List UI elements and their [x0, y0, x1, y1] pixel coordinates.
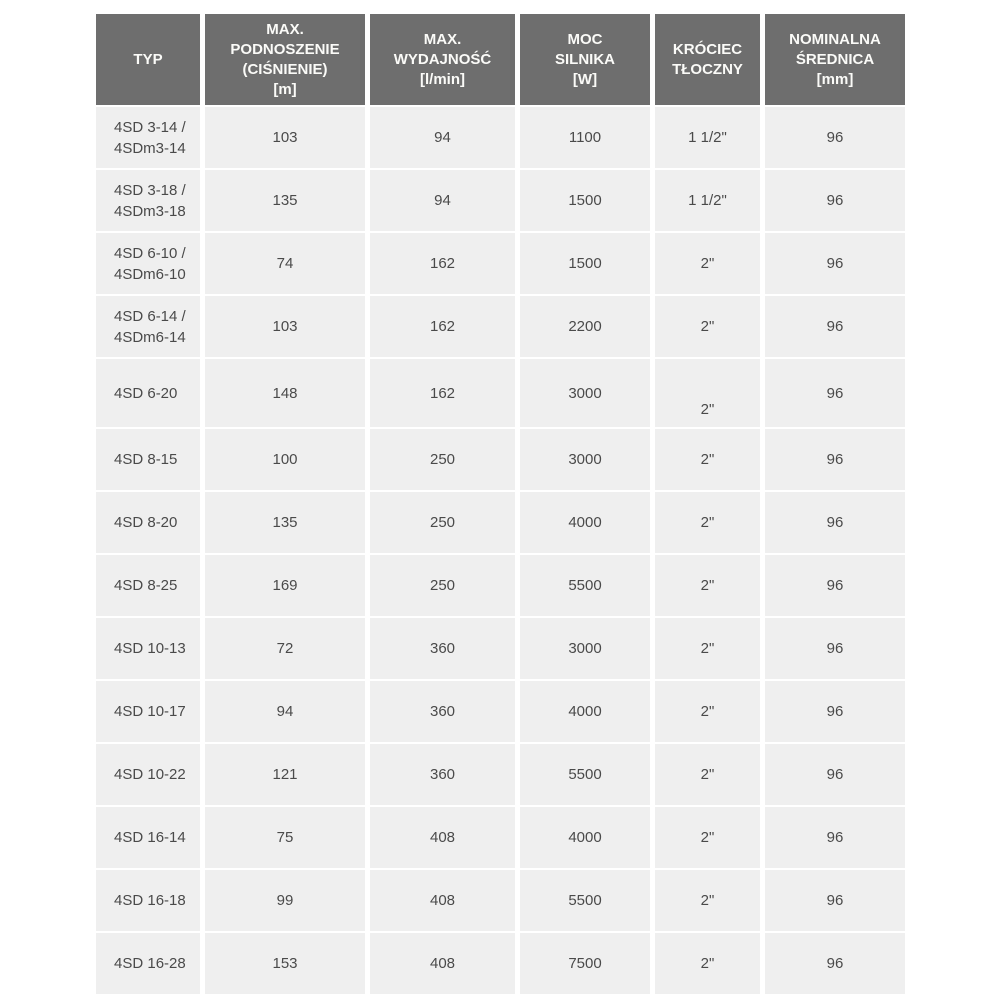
cell-srednica: 96: [765, 492, 905, 553]
cell-srednica: 96: [765, 681, 905, 742]
cell-srednica: 96: [765, 744, 905, 805]
cell-podnoszenie: 153: [205, 933, 365, 994]
cell-krociec: 1 1/2": [655, 107, 760, 168]
cell-podnoszenie: 121: [205, 744, 365, 805]
cell-moc: 3000: [520, 359, 650, 427]
cell-wydajnosc: 408: [370, 807, 515, 868]
cell-typ: 4SD 8-20: [96, 492, 200, 553]
cell-krociec: 2": [655, 429, 760, 490]
cell-moc: 4000: [520, 492, 650, 553]
cell-krociec: 2": [655, 618, 760, 679]
cell-podnoszenie: 99: [205, 870, 365, 931]
cell-moc: 5500: [520, 870, 650, 931]
cell-typ: 4SD 6-10 / 4SDm6-10: [96, 233, 200, 294]
cell-moc: 1500: [520, 170, 650, 231]
cell-wydajnosc: 162: [370, 233, 515, 294]
column-header-typ: TYP: [96, 14, 200, 105]
table-row: [96, 870, 905, 931]
cell-krociec: 2": [655, 492, 760, 553]
cell-wydajnosc: 408: [370, 933, 515, 994]
cell-srednica: 96: [765, 296, 905, 357]
cell-srednica: 96: [765, 107, 905, 168]
cell-typ: 4SD 6-20: [96, 359, 200, 427]
cell-typ: 4SD 16-14: [96, 807, 200, 868]
table-row: [96, 170, 905, 231]
table-body: [96, 107, 905, 994]
table-row: [96, 233, 905, 294]
cell-srednica: 96: [765, 807, 905, 868]
cell-wydajnosc: 94: [370, 170, 515, 231]
cell-typ: 4SD 3-18 / 4SDm3-18: [96, 170, 200, 231]
table-row: [96, 296, 905, 357]
cell-podnoszenie: 135: [205, 492, 365, 553]
cell-srednica: 96: [765, 870, 905, 931]
cell-wydajnosc: 408: [370, 870, 515, 931]
cell-moc: 4000: [520, 681, 650, 742]
cell-krociec: 1 1/2": [655, 170, 760, 231]
column-header-moc: MOC SILNIKA [W]: [520, 14, 650, 105]
cell-krociec: 2": [655, 555, 760, 616]
cell-podnoszenie: 135: [205, 170, 365, 231]
cell-srednica: 96: [765, 359, 905, 427]
cell-krociec: 2": [655, 296, 760, 357]
cell-moc: 5500: [520, 744, 650, 805]
cell-typ: 4SD 8-25: [96, 555, 200, 616]
table-row: [96, 807, 905, 868]
cell-typ: 4SD 10-22: [96, 744, 200, 805]
cell-wydajnosc: 250: [370, 555, 515, 616]
table-row: [96, 933, 905, 994]
cell-moc: 1100: [520, 107, 650, 168]
cell-srednica: 96: [765, 933, 905, 994]
cell-krociec: 2": [655, 681, 760, 742]
cell-wydajnosc: 360: [370, 681, 515, 742]
cell-podnoszenie: 74: [205, 233, 365, 294]
cell-krociec: 2": [655, 744, 760, 805]
cell-moc: 5500: [520, 555, 650, 616]
table-row: [96, 744, 905, 805]
cell-podnoszenie: 72: [205, 618, 365, 679]
column-header-podnoszenie: MAX. PODNOSZENIE (CIŚNIENIE) [m]: [205, 14, 365, 105]
cell-wydajnosc: 162: [370, 296, 515, 357]
cell-srednica: 96: [765, 555, 905, 616]
cell-srednica: 96: [765, 618, 905, 679]
table-row: [96, 107, 905, 168]
cell-moc: 4000: [520, 807, 650, 868]
cell-typ: 4SD 16-18: [96, 870, 200, 931]
cell-moc: 2200: [520, 296, 650, 357]
cell-moc: 7500: [520, 933, 650, 994]
cell-srednica: 96: [765, 429, 905, 490]
column-header-srednica: NOMINALNA ŚREDNICA [mm]: [765, 14, 905, 105]
cell-podnoszenie: 103: [205, 107, 365, 168]
cell-moc: 1500: [520, 233, 650, 294]
cell-typ: 4SD 10-17: [96, 681, 200, 742]
cell-krociec: 2": [655, 870, 760, 931]
table-row: [96, 429, 905, 490]
cell-typ: 4SD 10-13: [96, 618, 200, 679]
table-row: [96, 618, 905, 679]
table-row: [96, 359, 905, 427]
cell-wydajnosc: 162: [370, 359, 515, 427]
cell-moc: 3000: [520, 429, 650, 490]
cell-wydajnosc: 94: [370, 107, 515, 168]
pump-spec-table: [91, 12, 910, 996]
cell-wydajnosc: 360: [370, 744, 515, 805]
cell-krociec: 2": [655, 807, 760, 868]
table-row: [96, 555, 905, 616]
cell-podnoszenie: 100: [205, 429, 365, 490]
table-header: [96, 14, 905, 105]
table-row: [96, 492, 905, 553]
cell-wydajnosc: 250: [370, 492, 515, 553]
table-row: [96, 681, 905, 742]
cell-srednica: 96: [765, 170, 905, 231]
cell-typ: 4SD 8-15: [96, 429, 200, 490]
cell-typ: 4SD 3-14 / 4SDm3-14: [96, 107, 200, 168]
cell-podnoszenie: 103: [205, 296, 365, 357]
cell-krociec: 2": [655, 233, 760, 294]
cell-podnoszenie: 169: [205, 555, 365, 616]
cell-podnoszenie: 94: [205, 681, 365, 742]
column-header-krociec: KRÓCIEC TŁOCZNY: [655, 14, 760, 105]
cell-wydajnosc: 250: [370, 429, 515, 490]
cell-wydajnosc: 360: [370, 618, 515, 679]
cell-podnoszenie: 75: [205, 807, 365, 868]
column-header-wydajnosc: MAX. WYDAJNOŚĆ [l/min]: [370, 14, 515, 105]
cell-typ: 4SD 6-14 / 4SDm6-14: [96, 296, 200, 357]
cell-krociec: 2": [655, 359, 760, 427]
cell-krociec: 2": [655, 933, 760, 994]
cell-typ: 4SD 16-28: [96, 933, 200, 994]
header-row: [96, 14, 905, 105]
cell-moc: 3000: [520, 618, 650, 679]
cell-srednica: 96: [765, 233, 905, 294]
cell-podnoszenie: 148: [205, 359, 365, 427]
